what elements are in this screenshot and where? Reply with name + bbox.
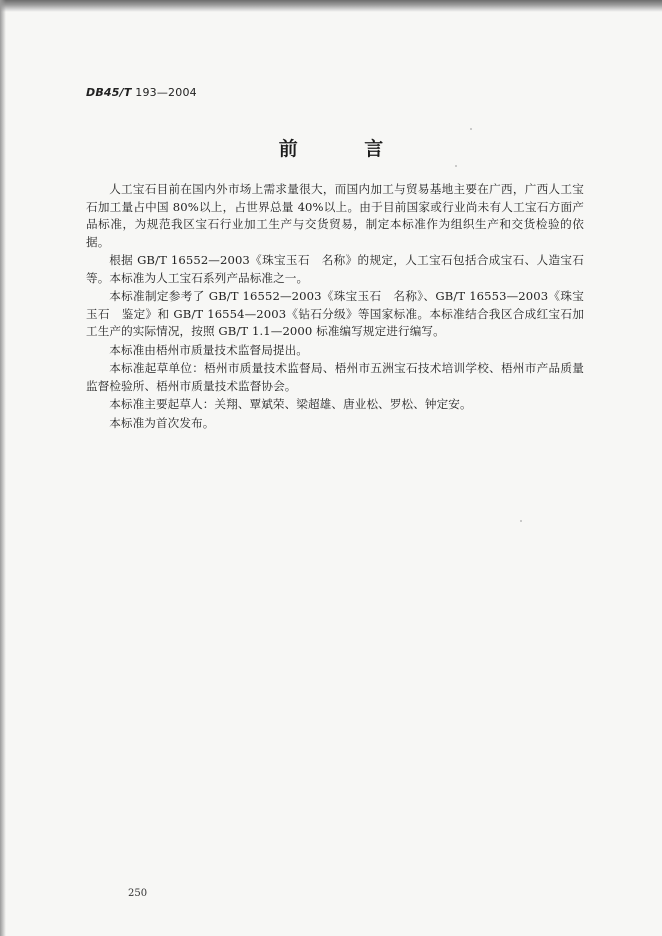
foreword-body — [86, 181, 584, 433]
standard-prefix: DB45/T — [86, 86, 132, 99]
scan-speck — [455, 165, 457, 167]
paragraph-references: 本标准制定参考了 GB/T 16552—2003《珠宝玉石 名称》、GB/T 16553—2003《珠宝玉石 鉴定》和 GB/T 16554—2003《钻石分级》等国家标准。本标准结合我区合成红宝石加工生产的实际情况，按照 GB/T 1.1—2000 标准编写规定进行编写。 — [86, 289, 584, 338]
scan-speck — [520, 520, 522, 522]
standard-number: 193—2004 — [135, 86, 197, 99]
scan-speck — [470, 128, 472, 130]
paragraph-market: 人工宝石目前在国内外市场上需求量很大，而国内加工与贸易基地主要在广西，广西人工宝石加工量占中国 80%以上，占世界总量 40%以上。由于目前国家或行业尚未有人工宝石方面产品标准，为规范我区宝石行业加工生产与交货贸易，制定本标准作为组织生产和交货检验的依据。 — [86, 182, 584, 249]
paragraph-drafters: 本标准主要起草人：关翔、覃斌荣、梁超雄、唐业松、罗松、钟定安。 — [109, 397, 472, 411]
paragraph-basis: 根据 GB/T 16552—2003《珠宝玉石 名称》的规定，人工宝石包括合成宝石、人造宝石等。本标准为人工宝石系列产品标准之一。 — [86, 253, 584, 285]
paragraph-first-release: 本标准为首次发布。 — [109, 415, 215, 430]
paragraph-proposer: 本标准由梧州市质量技术监督局提出。 — [109, 342, 308, 357]
scan-top-edge — [0, 0, 662, 12]
page-number: 250 — [128, 888, 148, 899]
page-title: 前 言 — [278, 138, 414, 160]
standard-code — [86, 86, 197, 99]
paragraph-drafting-units: 本标准起草单位：梧州市质量技术监督局、梧州市五洲宝石技术培训学校、梧州市产品质量监督检验所、梧州市质量技术监督协会。 — [86, 361, 584, 393]
